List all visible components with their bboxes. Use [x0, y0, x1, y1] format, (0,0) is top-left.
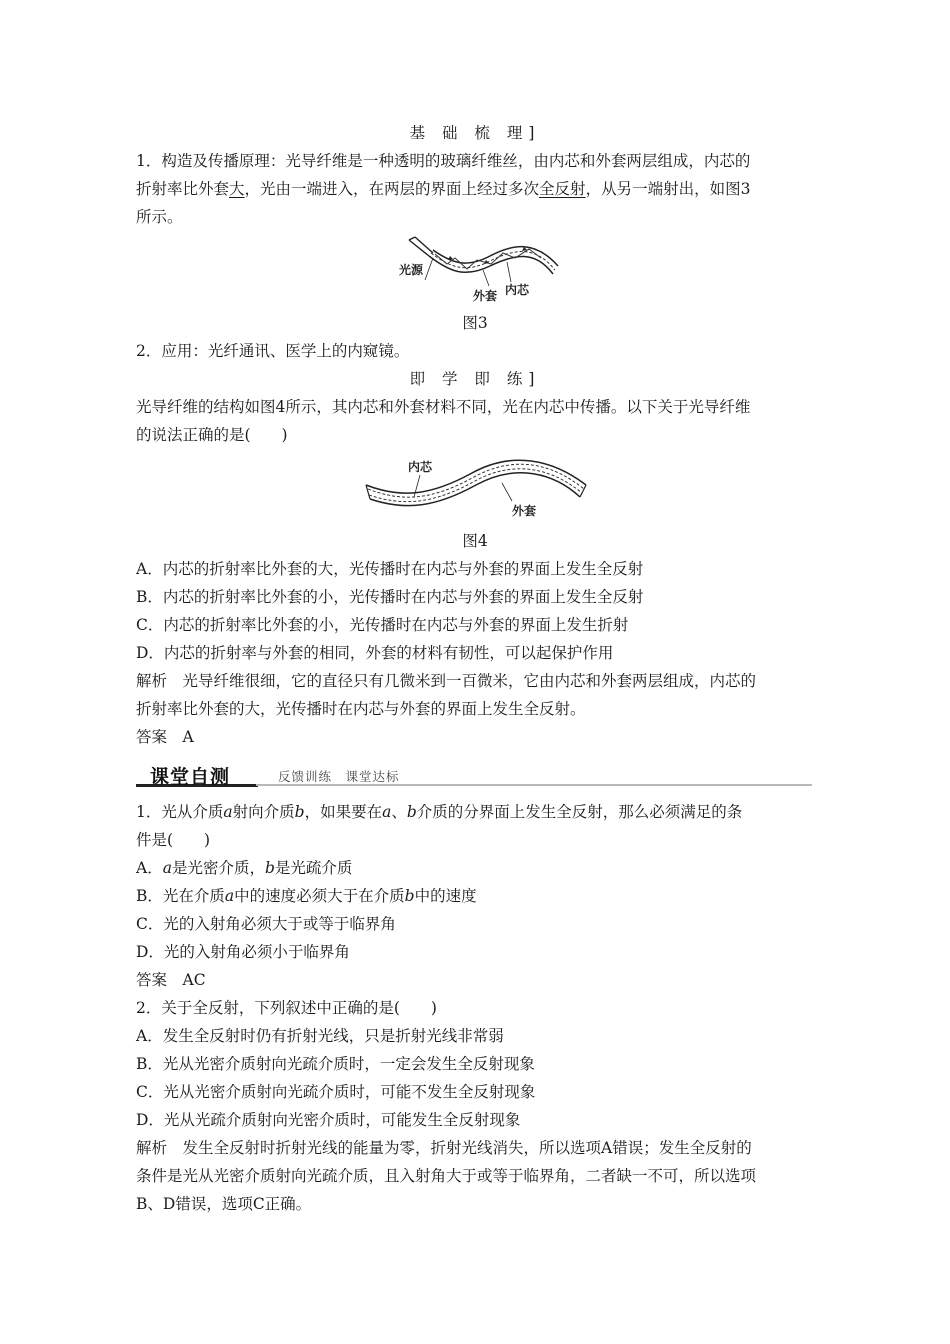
fig4-label-cladding: 外套	[512, 504, 537, 518]
fig3-label-cladding: 外套	[473, 289, 498, 303]
item1-line1: 1．构造及传播原理：光导纤维是一种透明的玻璃纤维丝，由内芯和外套两层组成，内芯的	[136, 152, 751, 170]
item2: 2．应用：光纤通讯、医学上的内窥镜。	[136, 342, 410, 360]
q2-option-a: A．发生全反射时仍有折射光线，只是折射光线非常弱	[136, 1027, 504, 1045]
practice-option-d: D．内芯的折射率与外套的相同，外套的材料有韧性，可以起保护作用	[136, 644, 614, 662]
banner-subtitle: 反馈训练 课堂达标	[278, 769, 400, 784]
practice-analysis-line1: 解析 光导纤维很细，它的直径只有几微米到一百微米，它由内芯和外套两层组成，内芯的	[136, 672, 757, 690]
banner-title: 课堂自测	[150, 766, 231, 788]
fig3-label-light-source: 光源	[399, 263, 424, 277]
self-test-banner	[136, 762, 812, 788]
practice-option-b: B．内芯的折射率比外套的小，光传播时在内芯与外套的界面上发生全反射	[136, 588, 644, 606]
q1-stem-line2: 件是( )	[136, 831, 211, 849]
q2-stem: 2．关于全反射，下列叙述中正确的是( )	[136, 999, 437, 1017]
item1-line2: 折射率比外套大，光由一端进入，在两层的界面上经过多次全反射，从另一端射出，如图3	[136, 180, 751, 198]
practice-option-a: A．内芯的折射率比外套的大，光传播时在内芯与外套的界面上发生全反射	[136, 560, 644, 578]
fig4-label-core: 内芯	[408, 460, 433, 474]
practice-question-line2: 的说法正确的是( )	[136, 426, 288, 444]
q1-option-b: B．光在介质a中的速度必须大于在介质b中的速度	[136, 887, 477, 905]
practice-question-line1: 光导纤维的结构如图4所示，其内芯和外套材料不同，光在内芯中传播。以下关于光导纤维	[136, 398, 751, 416]
q1-option-c: C．光的入射角必须大于或等于临界角	[136, 915, 396, 933]
section-heading-practice: 即 学 即 练]	[409, 370, 541, 388]
q1-answer: 答案 AC	[136, 971, 206, 989]
figure-3-optical-fiber	[395, 236, 565, 308]
practice-answer: 答案 A	[136, 728, 194, 746]
q2-option-b: B．光从光密介质射向光疏介质时，一定会发生全反射现象	[136, 1055, 535, 1073]
q2-analysis-line1: 解析 发生全反射时折射光线的能量为零，折射光线消失，所以选项A错误；发生全反射的	[136, 1139, 752, 1157]
q2-option-d: D．光从光疏介质射向光密介质时，可能发生全反射现象	[136, 1111, 521, 1129]
figure-3-caption: 图3	[462, 314, 488, 332]
practice-analysis-line2: 折射率比外套的大，光传播时在内芯与外套的界面上发生全反射。	[136, 700, 586, 718]
section-heading-basics: 基 础 梳 理]	[409, 124, 541, 142]
q1-option-a: A．a是光密介质，b是光疏介质	[136, 859, 353, 877]
practice-option-c: C．内芯的折射率比外套的小，光传播时在内芯与外套的界面上发生折射	[136, 616, 629, 634]
figure-4-fiber-structure	[362, 455, 592, 523]
q2-option-c: C．光从光密介质射向光疏介质时，可能不发生全反射现象	[136, 1083, 536, 1101]
q2-analysis-line3: B、D错误，选项C正确。	[136, 1195, 312, 1213]
q2-analysis-line2: 条件是光从光密介质射向光疏介质，且入射角大于或等于临界角，二者缺一不可，所以选项	[136, 1167, 757, 1185]
item1-line3: 所示。	[136, 208, 183, 226]
q1-stem-line1: 1．光从介质a射向介质b，如果要在a、b介质的分界面上发生全反射，那么必须满足的条	[136, 803, 743, 821]
q1-option-d: D．光的入射角必须小于临界角	[136, 943, 350, 961]
figure-4-caption: 图4	[462, 532, 488, 550]
fig3-label-core: 内芯	[505, 283, 530, 297]
